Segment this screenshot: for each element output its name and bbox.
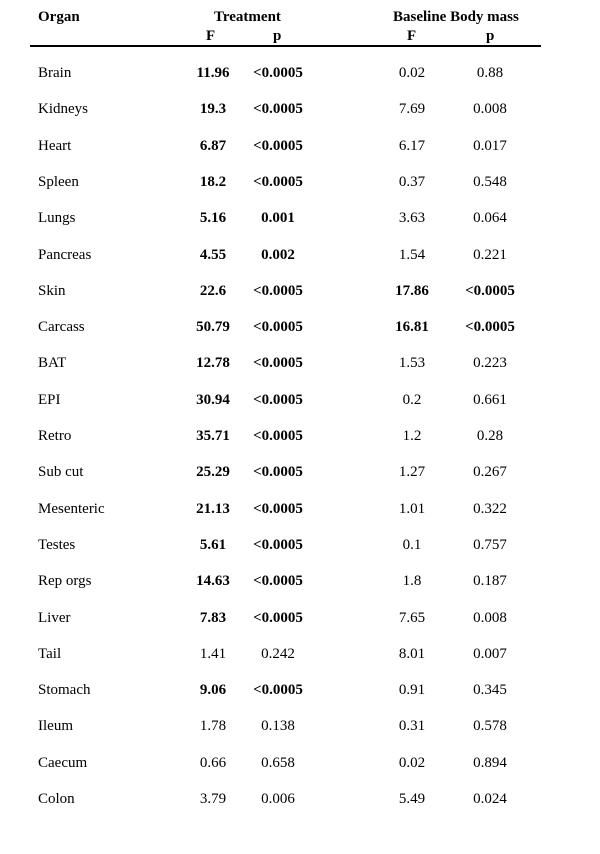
organ-cell: Testes <box>38 536 76 553</box>
baseline-f-cell: 0.02 <box>398 65 426 81</box>
baseline-p-cell: 0.221 <box>473 246 507 263</box>
baseline-p-cell: 0.345 <box>473 682 507 699</box>
organ-cell: Spleen <box>38 173 79 190</box>
treatment-f-cell: 21.13 <box>196 500 230 517</box>
treatment-f-cell: 14.63 <box>196 573 230 590</box>
baseline-p-cell: 0.322 <box>473 500 507 517</box>
organ-cell: Mesenteric <box>38 500 105 517</box>
table-row <box>0 537 600 557</box>
baseline-f-cell: 1.53 <box>398 355 426 372</box>
baseline-f-cell: 7.69 <box>398 101 426 118</box>
organ-cell: Colon <box>38 791 75 807</box>
organ-cell: Rep orgs <box>38 573 92 590</box>
treatment-p-cell: <0.0005 <box>253 137 303 154</box>
baseline-p-cell: <0.0005 <box>465 319 515 336</box>
baseline-f-cell: 0.02 <box>398 754 426 771</box>
table-row <box>0 464 600 484</box>
baseline-f-cell: 1.8 <box>402 573 422 590</box>
treatment-p-header: p <box>273 28 282 44</box>
baseline-p-cell: 0.28 <box>476 428 504 444</box>
baseline-f-cell: 0.1 <box>402 536 422 553</box>
table-row <box>0 718 600 738</box>
treatment-f-header: F <box>206 28 216 44</box>
baseline-f-cell: 1.2 <box>402 428 422 444</box>
treatment-f-cell: 19.3 <box>199 101 227 118</box>
treatment-f-cell: 7.83 <box>199 609 227 626</box>
organ-cell: Liver <box>38 609 71 626</box>
table-row <box>0 791 600 811</box>
table-row <box>0 573 600 593</box>
treatment-f-cell: 5.61 <box>199 536 227 553</box>
baseline-body-mass-group-header: Baseline Body mass <box>393 9 519 25</box>
baseline-f-header: F <box>407 28 417 44</box>
treatment-p-cell: <0.0005 <box>253 173 303 190</box>
baseline-f-cell: 0.2 <box>402 391 422 408</box>
treatment-f-cell: 1.78 <box>199 718 227 735</box>
organ-cell: Ileum <box>38 718 73 735</box>
table-row <box>0 392 600 412</box>
baseline-f-cell: 1.27 <box>398 464 426 481</box>
baseline-p-cell: 0.017 <box>473 137 507 154</box>
table-row <box>0 428 600 448</box>
treatment-p-cell: <0.0005 <box>253 464 303 481</box>
treatment-f-cell: 11.96 <box>196 65 230 81</box>
baseline-f-cell: 1.54 <box>398 246 426 263</box>
treatment-p-cell: <0.0005 <box>253 500 303 517</box>
table-row <box>0 210 600 230</box>
organ-cell: Kidneys <box>38 101 88 118</box>
treatment-p-cell: 0.242 <box>261 645 295 662</box>
treatment-f-cell: 4.55 <box>199 246 227 263</box>
table-row <box>0 646 600 666</box>
treatment-p-cell: <0.0005 <box>253 65 303 81</box>
baseline-p-cell: 0.008 <box>473 101 507 118</box>
table-row <box>0 283 600 303</box>
table-row <box>0 65 600 85</box>
baseline-p-cell: <0.0005 <box>465 282 515 299</box>
baseline-f-cell: 0.31 <box>398 718 426 735</box>
treatment-f-cell: 50.79 <box>196 319 230 336</box>
organ-cell: Brain <box>38 65 72 81</box>
table-row <box>0 319 600 339</box>
treatment-p-cell: 0.002 <box>261 246 295 263</box>
table-row <box>0 610 600 630</box>
organ-cell: Carcass <box>38 319 85 336</box>
treatment-p-cell: <0.0005 <box>253 101 303 118</box>
treatment-f-cell: 3.79 <box>199 791 227 807</box>
table-row <box>0 682 600 702</box>
organ-cell: Retro <box>38 428 72 444</box>
baseline-p-cell: 0.757 <box>473 536 507 553</box>
table-row <box>0 138 600 158</box>
table-row <box>0 755 600 775</box>
organ-cell: Tail <box>38 645 62 662</box>
treatment-p-cell: 0.658 <box>261 754 295 771</box>
baseline-f-cell: 0.91 <box>398 682 426 699</box>
treatment-f-cell: 5.16 <box>199 210 227 227</box>
baseline-f-cell: 1.01 <box>398 500 426 517</box>
treatment-f-cell: 25.29 <box>196 464 230 481</box>
treatment-f-cell: 30.94 <box>196 391 230 408</box>
treatment-p-cell: 0.138 <box>261 718 295 735</box>
baseline-p-header: p <box>486 28 495 44</box>
treatment-p-cell: <0.0005 <box>253 355 303 372</box>
treatment-p-cell: <0.0005 <box>253 573 303 590</box>
baseline-p-cell: 0.007 <box>473 645 507 662</box>
treatment-p-cell: 0.006 <box>261 791 295 807</box>
table-row <box>0 501 600 521</box>
treatment-f-cell: 0.66 <box>199 754 227 771</box>
baseline-f-cell: 8.01 <box>398 645 426 662</box>
treatment-p-cell: <0.0005 <box>253 682 303 699</box>
baseline-f-cell: 6.17 <box>398 137 426 154</box>
treatment-p-cell: <0.0005 <box>253 391 303 408</box>
table-row <box>0 247 600 267</box>
baseline-f-cell: 17.86 <box>395 282 429 299</box>
baseline-p-cell: 0.187 <box>473 573 507 590</box>
baseline-p-cell: 0.661 <box>473 391 507 408</box>
organ-cell: Sub cut <box>38 464 84 481</box>
treatment-p-cell: <0.0005 <box>253 609 303 626</box>
organ-cell: Lungs <box>38 210 76 227</box>
treatment-f-cell: 6.87 <box>199 137 227 154</box>
treatment-p-cell: <0.0005 <box>253 536 303 553</box>
treatment-f-cell: 35.71 <box>196 428 230 444</box>
organ-cell: Heart <box>38 137 72 154</box>
table-row <box>0 174 600 194</box>
header-rule <box>30 45 541 47</box>
organ-column-header: Organ <box>38 9 80 25</box>
treatment-f-cell: 12.78 <box>196 355 230 372</box>
baseline-f-cell: 7.65 <box>398 609 426 626</box>
treatment-p-cell: 0.001 <box>261 210 295 227</box>
baseline-p-cell: 0.064 <box>473 210 507 227</box>
organ-cell: Stomach <box>38 682 91 699</box>
organ-cell: BAT <box>38 355 67 372</box>
baseline-f-cell: 0.37 <box>398 173 426 190</box>
table-row <box>0 101 600 121</box>
baseline-f-cell: 16.81 <box>395 319 429 336</box>
baseline-p-cell: 0.548 <box>473 173 507 190</box>
organ-cell: Caecum <box>38 754 88 771</box>
baseline-p-cell: 0.88 <box>476 65 504 81</box>
organ-cell: Pancreas <box>38 246 92 263</box>
table-row <box>0 355 600 375</box>
treatment-group-header: Treatment <box>214 9 281 25</box>
treatment-f-cell: 1.41 <box>199 645 227 662</box>
baseline-p-cell: 0.223 <box>473 355 507 372</box>
organ-cell: Skin <box>38 282 66 299</box>
baseline-p-cell: 0.894 <box>473 754 507 771</box>
treatment-f-cell: 22.6 <box>199 282 227 299</box>
organ-cell: EPI <box>38 391 61 408</box>
baseline-p-cell: 0.008 <box>473 609 507 626</box>
baseline-p-cell: 0.578 <box>473 718 507 735</box>
treatment-p-cell: <0.0005 <box>253 282 303 299</box>
baseline-p-cell: 0.267 <box>473 464 507 481</box>
treatment-f-cell: 9.06 <box>199 682 227 699</box>
treatment-p-cell: <0.0005 <box>253 319 303 336</box>
treatment-f-cell: 18.2 <box>199 173 227 190</box>
baseline-p-cell: 0.024 <box>473 791 507 807</box>
treatment-p-cell: <0.0005 <box>253 428 303 444</box>
baseline-f-cell: 3.63 <box>398 210 426 227</box>
baseline-f-cell: 5.49 <box>398 791 426 807</box>
